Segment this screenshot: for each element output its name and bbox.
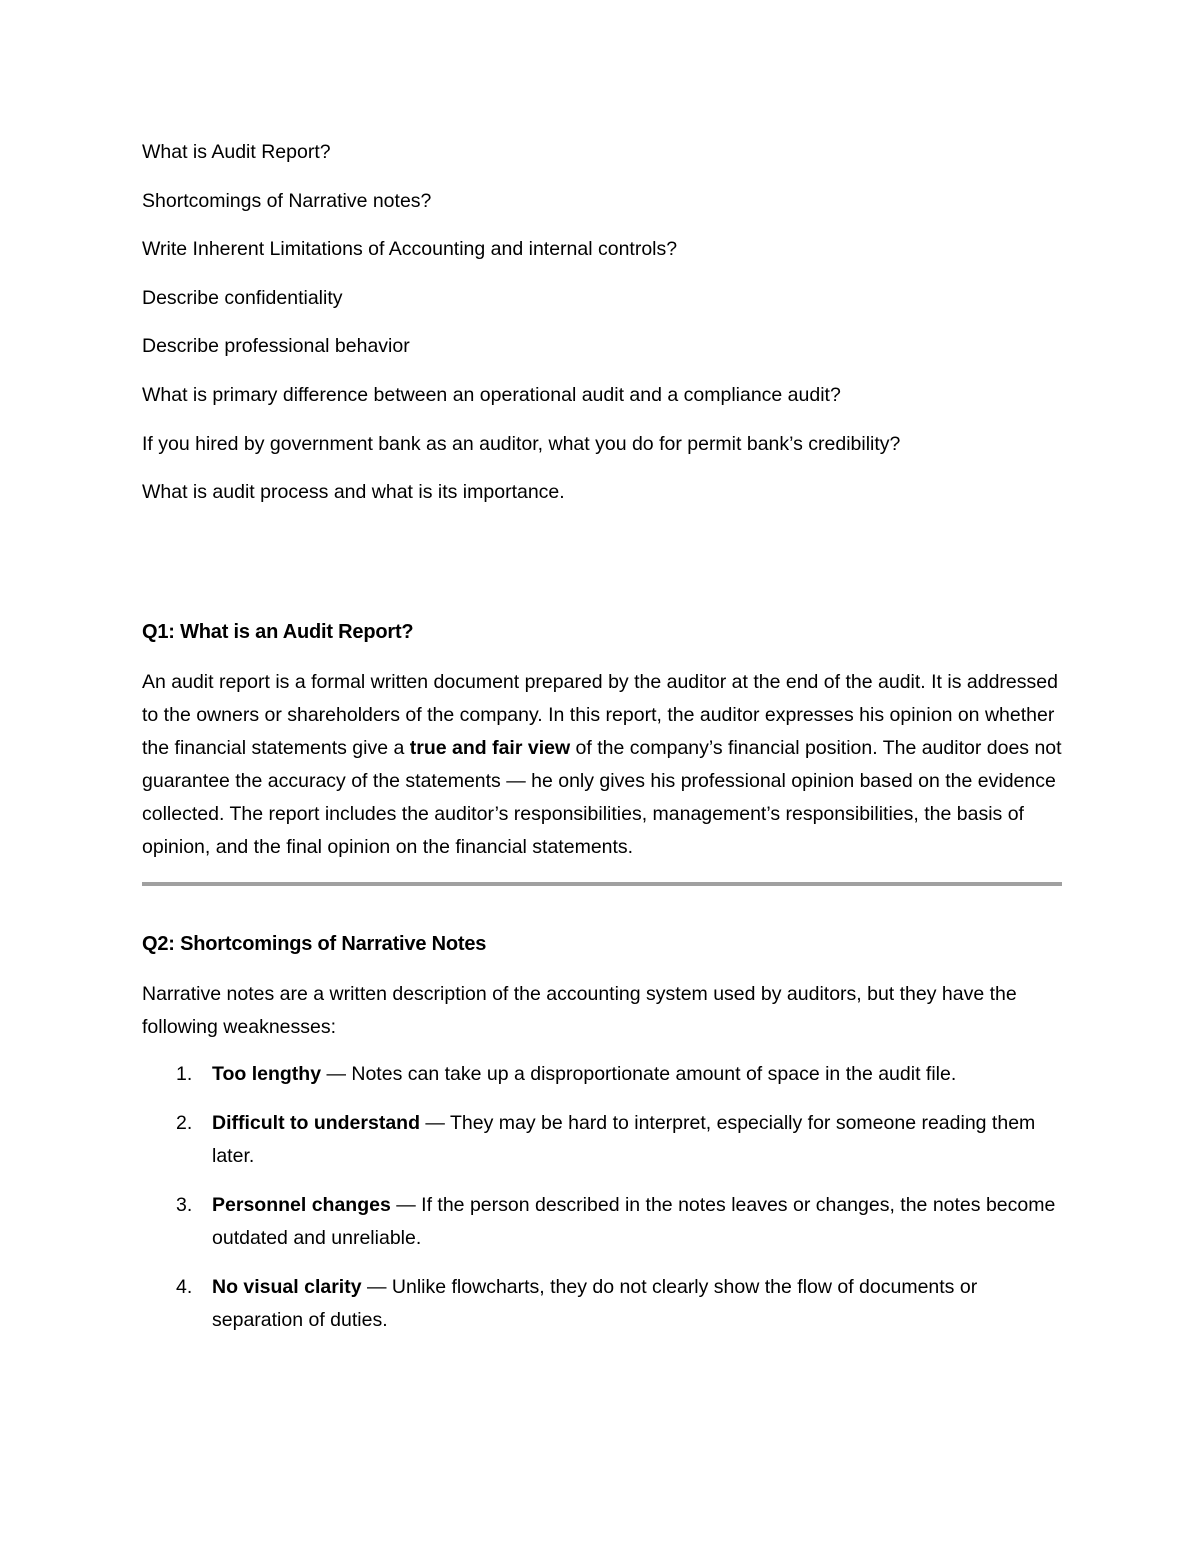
question-line: Write Inherent Limitations of Accounting and internal controls? — [142, 238, 678, 261]
question-list — [142, 140, 1062, 504]
list-item — [142, 1271, 1062, 1337]
document-content — [142, 140, 1062, 1337]
question-line: What is audit process and what is its importance. — [142, 481, 565, 504]
shortcomings-list — [142, 1058, 1062, 1337]
question-line: Shortcomings of Narrative notes? — [142, 189, 432, 212]
section-gap — [142, 529, 1062, 618]
question-line: What is Audit Report? — [142, 141, 331, 163]
list-term: Difficult to understand — [212, 1111, 420, 1134]
q2-section — [142, 930, 1062, 1337]
list-desc: — Unlike flowcharts, they do not clearly show the flow of documents or separation of duties. — [212, 1275, 978, 1331]
list-number: 1. — [176, 1062, 193, 1085]
q1-text-before: An audit report is a formal written document prepared by the auditor at the end of the audit. It is addressed to the owners or shareholders of the company. In this report, the auditor expresses his opinion on whether the financial statements give a — [142, 670, 1058, 759]
list-item — [142, 1107, 1062, 1173]
list-desc: — If the person described in the notes leaves or changes, the notes become outdated and unreliable. — [212, 1193, 1056, 1249]
question-line: What is primary difference between an operational audit and a compliance audit? — [142, 383, 841, 406]
list-desc: — They may be hard to interpret, especially for someone reading them later. — [212, 1111, 1036, 1167]
list-number: 2. — [176, 1111, 193, 1134]
list-item — [142, 1058, 1062, 1091]
list-term: Too lengthy — [212, 1062, 322, 1085]
q1-answer — [142, 666, 1062, 864]
list-item — [142, 1189, 1062, 1255]
q1-text-after: of the company’s financial position. The auditor does not guarantee the accuracy of the statements — he only gives his professional opinion based on the evidence collected. The report includes the auditor’s responsibilities, management’s responsibilities, the basis of opinion, and the final opinion on the financial statements. — [142, 736, 1062, 858]
q2-heading: Q2: Shortcomings of Narrative Notes — [142, 932, 487, 955]
q1-heading: Q1: What is an Audit Report? — [142, 620, 414, 643]
question-line: Describe confidentiality — [142, 286, 343, 309]
list-term: No visual clarity — [212, 1275, 362, 1298]
list-term: Personnel changes — [212, 1193, 391, 1216]
list-desc: — Notes can take up a disproportionate amount of space in the audit file. — [321, 1062, 957, 1085]
question-line: If you hired by government bank as an auditor, what you do for permit bank’s credibility? — [142, 432, 901, 455]
list-number: 4. — [176, 1275, 193, 1298]
q1-bold-phrase: true and fair view — [409, 736, 571, 759]
section-divider — [142, 882, 1062, 886]
q1-section — [142, 618, 1062, 864]
q2-intro: Narrative notes are a written description of the accounting system used by auditors, but they have the following weaknesses: — [142, 982, 1017, 1038]
question-line: Describe professional behavior — [142, 335, 410, 358]
list-number: 3. — [176, 1193, 193, 1216]
